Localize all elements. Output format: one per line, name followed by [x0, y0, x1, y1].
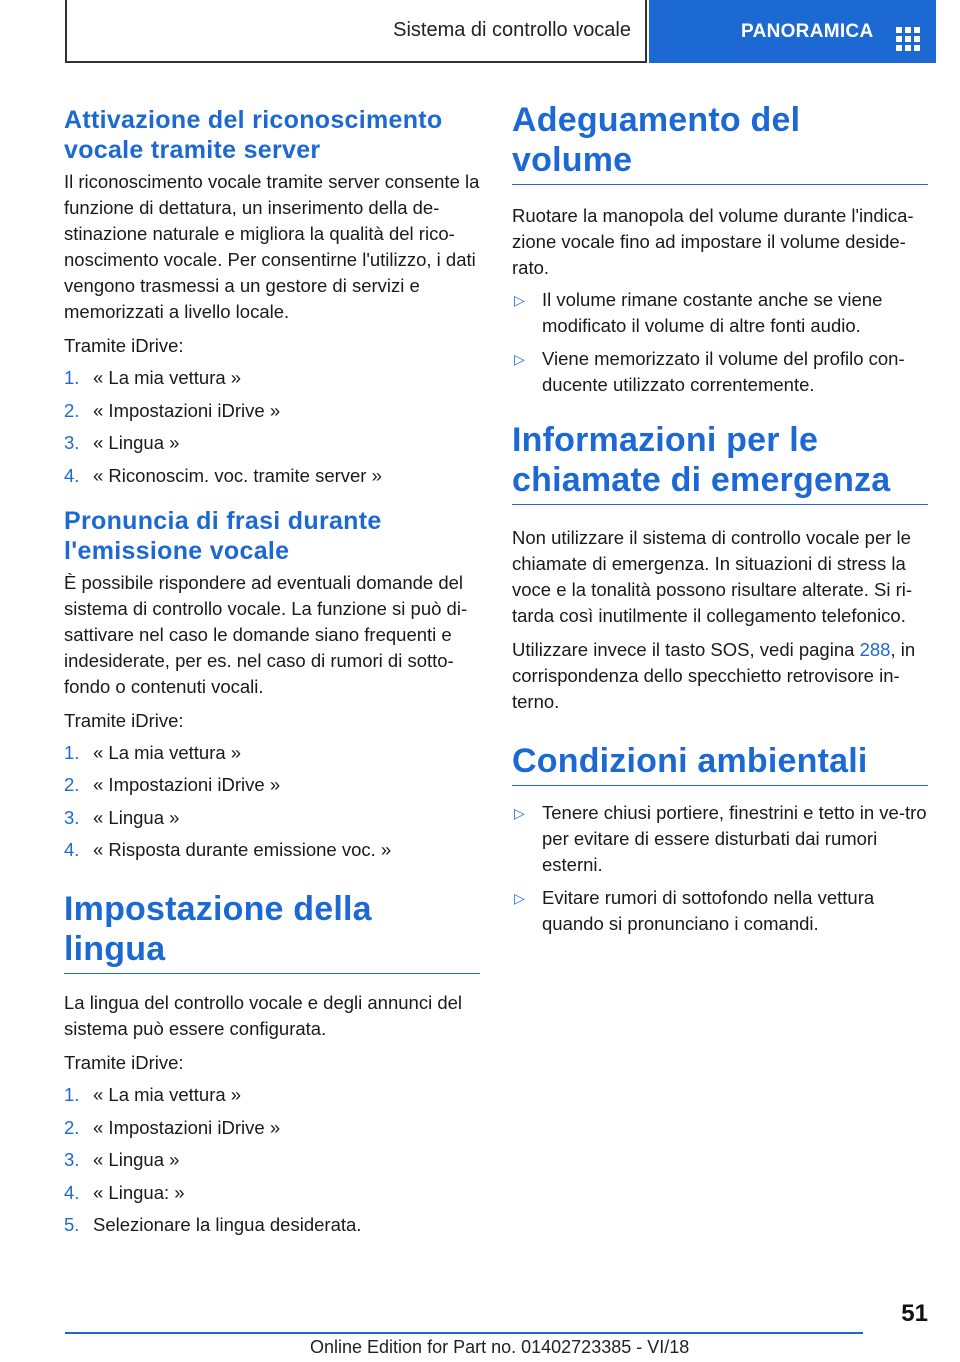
list-item: 3. « Lingua »: [64, 1149, 180, 1170]
idrive-label: Tramite iDrive:: [64, 1052, 184, 1073]
steps-list-3: [64, 1082, 480, 1238]
heading-volume: Adeguamento del volume: [512, 100, 928, 185]
paragraph: È possibile rispondere ad eventuali domande del sistema di controllo vocale. La funzione si può di-sattivare nel caso le domande siano frequenti e indesiderate, per es. nel caso di rumori di sotto-fondo o contenuti vocali.: [64, 571, 468, 697]
list-item: ▷ Il volume rimane costante anche se viene modificato il volume di altre fonti audio.: [512, 287, 928, 339]
list-item: 4. « Lingua: »: [64, 1181, 185, 1203]
left-column: [64, 100, 480, 1245]
list-item: 4. « Risposta durante emissione voc. »: [64, 839, 392, 860]
list-item: 2. « Impostazioni iDrive »: [64, 1116, 281, 1138]
list-item: 3. « Lingua »: [64, 432, 180, 453]
header-tab-label: PANORAMICA: [741, 20, 874, 42]
bullet-triangle-icon: ▷: [514, 292, 525, 308]
list-item: 1. « La mia vettura »: [64, 1084, 242, 1105]
list-item: 2. « Impostazioni iDrive »: [64, 774, 281, 795]
list-item: 2. « Impostazioni iDrive »: [64, 399, 281, 421]
heading-language-setting: Impostazione della lingua: [64, 889, 480, 974]
list-item: ▷ Tenere chiusi portiere, finestrini e tetto in ve-tro per evitare di essere disturbati dai rumori esterni.: [512, 800, 928, 878]
paragraph: La lingua del controllo vocale e degli annunci del sistema può essere configurata.: [64, 992, 463, 1039]
bullet-triangle-icon: ▷: [514, 890, 525, 906]
list-item: 1. « La mia vettura »: [64, 741, 242, 763]
steps-list-2: [64, 740, 480, 864]
list-item: 3. « Lingua »: [64, 806, 180, 828]
page-link-288[interactable]: 288: [859, 639, 891, 660]
heading-server-recognition: Attivazione del riconoscimento vocale tramite server: [64, 106, 443, 164]
bullet-list-volume: [512, 287, 928, 398]
paragraph-sos: Utilizzare invece il tasto SOS, vedi pagina 288, in corrispondenza dello specchietto retrovisore in-terno.: [512, 639, 916, 712]
grid-icon[interactable]: [896, 27, 920, 51]
footer-edition: Online Edition for Part no. 01402723385 - VI/18: [310, 1337, 690, 1357]
header-section-title: Sistema di controllo vocale: [393, 19, 631, 41]
right-column: [512, 100, 928, 944]
header-tab-panoramica[interactable]: [649, 0, 936, 63]
footer-divider: [65, 1332, 863, 1334]
list-item: 5. Selezionare la lingua desiderata.: [64, 1214, 362, 1235]
idrive-label: Tramite iDrive:: [64, 709, 184, 731]
idrive-label: Tramite iDrive:: [64, 335, 184, 356]
list-item: 1. « La mia vettura »: [64, 367, 242, 388]
paragraph: Non utilizzare il sistema di controllo vocale per le chiamate di emergenza. In situazioni di stress la voce e la tonalità possono risultare alterate. Si ri-tarda così inutilmente il collegamento telefonico.: [512, 527, 913, 626]
list-item: ▷ Evitare rumori di sottofondo nella vettura quando si pronunciano i comandi.: [512, 885, 928, 937]
list-item: ▷ Viene memorizzato il volume del profilo con-ducente utilizzato correntemente.: [512, 346, 928, 398]
heading-voice-output: Pronuncia di frasi durante l'emissione vocale: [64, 506, 382, 565]
bullet-triangle-icon: ▷: [514, 351, 525, 367]
heading-emergency-calls: Informazioni per le chiamate di emergenza: [512, 420, 928, 505]
bullet-list-environment: [512, 800, 928, 937]
steps-list-1: [64, 365, 480, 489]
page-number: 51: [901, 1300, 928, 1327]
heading-environmental-conditions: Condizioni ambientali: [512, 741, 928, 786]
paragraph: Il riconoscimento vocale tramite server consente la funzione di dettatura, un inserimento della de-stinazione naturale e migliora la qualità del rico-noscimento vocale. Per consentirne l'utilizzo, i dati vengono trasmessi a un gestore di servizi e memorizzati a livello locale.: [64, 171, 480, 322]
bullet-triangle-icon: ▷: [514, 805, 525, 821]
list-item: 4. « Riconoscim. voc. tramite server »: [64, 464, 382, 486]
header-section-title-box: [65, 0, 647, 63]
paragraph: Ruotare la manopola del volume durante l'indica-zione vocale fino ad impostare il volume deside-rato.: [512, 205, 914, 278]
